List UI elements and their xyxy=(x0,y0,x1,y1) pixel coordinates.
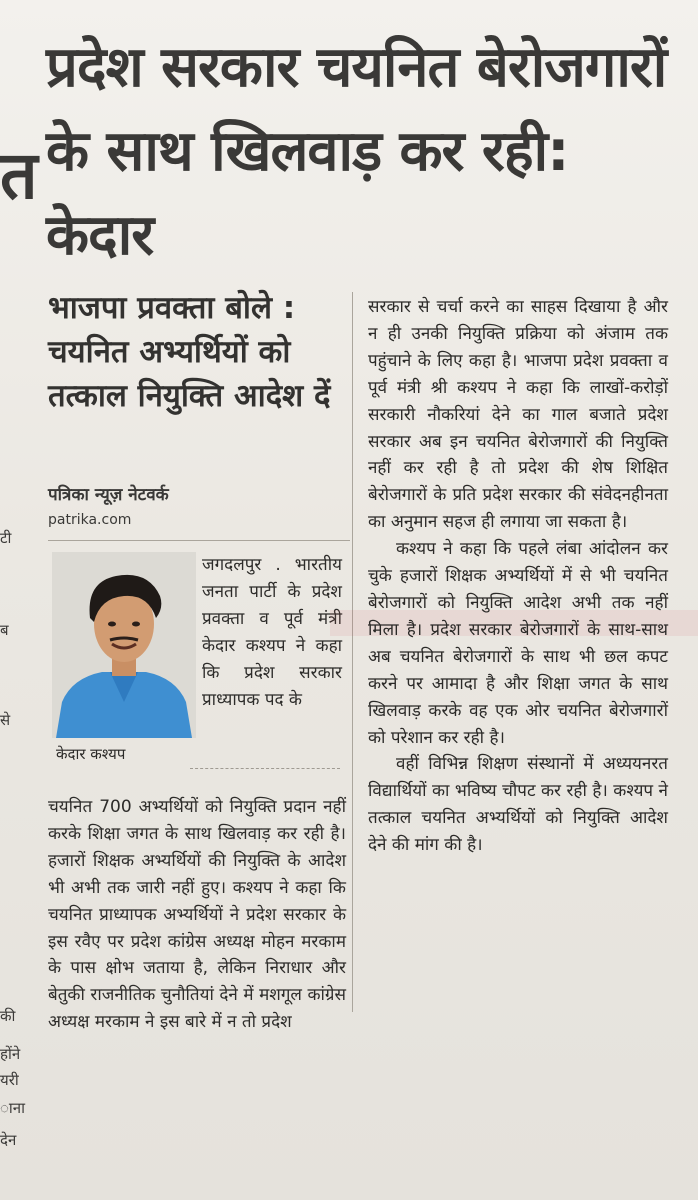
article-lead-text: जगदलपुर . भारतीय जनता पार्टी के प्रदेश प्रवक्ता व पूर्व मंत्री केदार कश्यप ने कहा कि प्रदेश सरकार प्राध्यापक पद के xyxy=(202,555,342,710)
column-divider xyxy=(352,292,353,1012)
article-paragraph: सरकार से चर्चा करने का साहस दिखाया है और न ही उनकी नियुक्ति प्रक्रिया को अंजाम तक पहुंचाने के लिए कहा है। भाजपा प्रदेश प्रवक्ता व पूर्व मंत्री श्री कश्यप ने कहा कि लाखों-करोड़ों सरकारी नौकरियां देने का गाल बजाते प्रदेश सरकार अब इन चयनित बेरोजगारों की नियुक्ति नहीं कर रही है तो प्रदेश की शेष शिक्षित बेरोजगारों के प्रति प्रदेश सरकार की संवेदनहीनता का अनुमान सहज ही लगाया जा सकता है। xyxy=(368,297,668,533)
byline-divider xyxy=(48,540,350,541)
portrait-photo xyxy=(52,552,196,738)
edge-fragment: होंने xyxy=(0,1045,21,1063)
edge-fragment: यरी xyxy=(0,1071,19,1089)
person-portrait-illustration xyxy=(52,552,196,738)
caption-rule xyxy=(190,768,340,769)
edge-fragment: देन xyxy=(0,1131,17,1149)
byline: पत्रिका न्यूज़ नेटवर्क xyxy=(48,485,169,505)
headline: प्रदेश सरकार चयनित बेरोजगारों के साथ खिलवाड़ कर रही: केदार xyxy=(46,35,667,268)
edge-fragment: की xyxy=(0,1007,16,1025)
article-text-left: चयनित 700 अभ्यर्थियों को नियुक्ति प्रदान नहीं करके शिक्षा जगत के साथ खिलवाड़ कर रही है। हजारों शिक्षक अभ्यर्थियों की नियुक्ति के आदेश भी अभी तक जारी नहीं हुए। कश्यप ने कहा कि चयनित प्राध्यापक अभ्यर्थियों ने प्रदेश सरकार के इस रवैए पर प्रदेश कांग्रेस अध्यक्ष मोहन मरकाम के पास क्षोभ जताया है, लेकिन निराधार और बेतुकी राजनीतिक चुनौतियां देने में मशगूल कांग्रेस अध्यक्ष मरकाम ने इस बारे में न तो प्रदेश xyxy=(48,797,346,1033)
edge-fragment: टी xyxy=(0,529,12,547)
edge-fragment: ब xyxy=(0,621,9,639)
edge-fragment: ाना xyxy=(0,1099,26,1117)
left-margin-fragment: त xyxy=(0,137,38,214)
photo-caption: केदार कश्यप xyxy=(56,745,126,763)
article-column-right xyxy=(368,294,668,859)
article-paragraph: कश्यप ने कहा कि पहले लंबा आंदोलन कर चुके हजारों शिक्षक अभ्यर्थियों में से भी चयनित बेरोजगारों को नियुक्ति आदेश अभी तक नहीं मिला है। प्रदेश सरकार बेरोजगारों के साथ-साथ अब चयनित बेरोजगारों के साथ भी छल कपट करने पर आमादा है और शिक्षा जगत के साथ खिलवाड़ करके वह एक ओर चयनित बेरोजगारों को परेशान कर रही है। xyxy=(368,539,668,748)
article-paragraph: वहीं विभिन्न शिक्षण संस्थानों में अध्ययनरत विद्यार्थियों का भविष्य चौपट कर रही है। कश्यप ने तत्काल चयनित अभ्यर्थियों को नियुक्ति आदेश देने की मांग की है। xyxy=(368,754,668,856)
edge-fragment: से xyxy=(0,711,11,729)
site-name: patrika.com xyxy=(48,512,132,528)
subheadline: भाजपा प्रवक्ता बोले : चयनित अभ्यर्थियों को तत्काल नियुक्ति आदेश दें xyxy=(48,290,331,414)
